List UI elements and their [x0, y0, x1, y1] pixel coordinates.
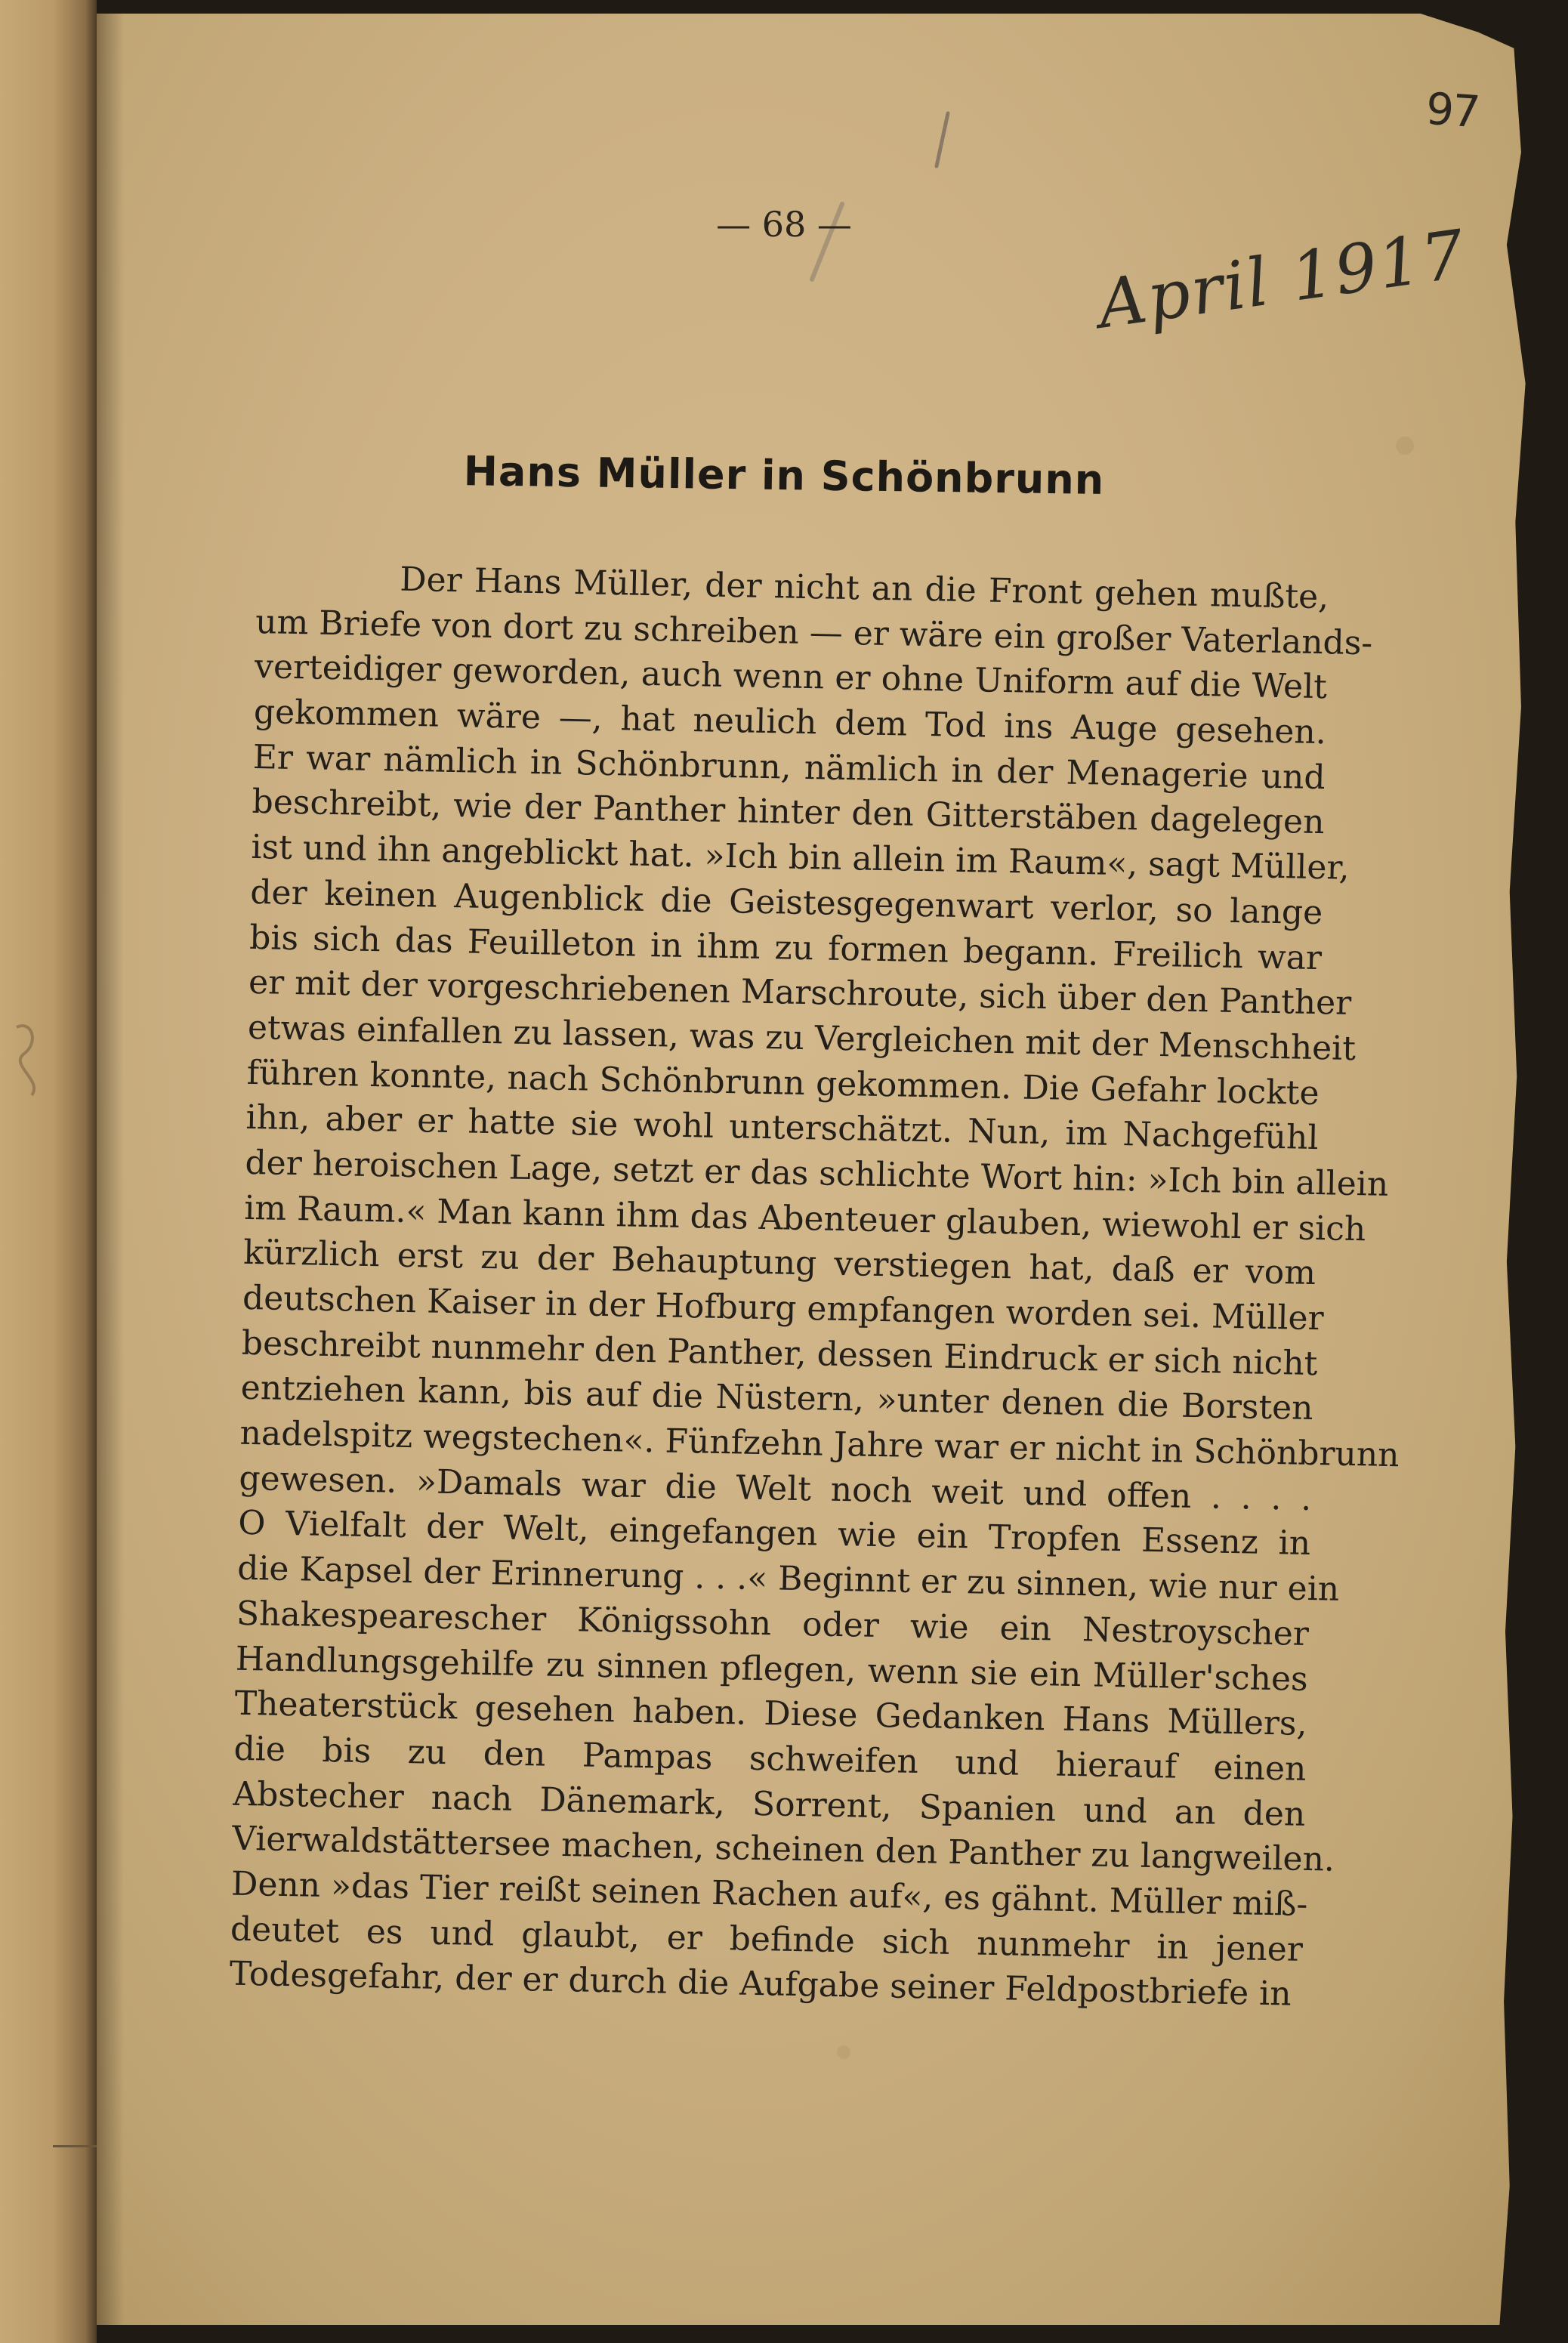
article-title: Hans Müller in Schönbrunn [463, 447, 1105, 504]
text-line: Er war nämlich in Schönbrunn, nämlich in der Menagerie und [252, 737, 1326, 797]
article-body [229, 554, 1400, 2017]
text-line: ist und ihn angeblickt hat. »Ich bin allein im Raum«, sagt Müller, [251, 828, 1350, 888]
handwritten-date: April 1917 [1093, 215, 1471, 344]
paper-stain [1396, 437, 1414, 455]
text-line: Abstecher nach Dänemark, Sorrent, Spanien und an den [233, 1774, 1306, 1834]
text-line: etwas einfallen zu lassen, was zu Vergleichen mit der Menschheit [247, 1008, 1357, 1068]
pencil-mark [797, 106, 963, 287]
text-line: beschreibt, wie der Panther hinter den Gitterstäben dagelegen [252, 783, 1325, 842]
page-number: — 68 — [716, 204, 852, 245]
text-line: um Briefe von dort zu schreiben — er wäre ein großer Vaterlands- [255, 602, 1373, 663]
text-line: Theaterstück gesehen haben. Diese Gedanken Hans Müllers, [234, 1684, 1308, 1744]
previous-page-edge [0, 0, 97, 2343]
text-line: beschreibt nunmehr den Panther, dessen Eindruck er sich nicht [241, 1323, 1318, 1383]
text-line: der keinen Augenblick die Geistesgegenwart verlor, so lange [249, 872, 1323, 932]
text-line: die Kapsel der Erinnerung . . .« Beginnt er zu sinnen, wie nur ein [236, 1548, 1340, 1609]
text-line: gewesen. »Damals war die Welt noch weit und offen . . . . [239, 1459, 1312, 1518]
text-line: er mit der vorgeschriebenen Marschroute, sich über den Panther [248, 963, 1352, 1023]
text-line: deutet es und glaubt, er befinde sich nunmehr in jener [230, 1909, 1304, 1969]
text-line: deutschen Kaiser in der Hofburg empfangen worden sei. Müller [242, 1278, 1325, 1338]
edge-rule [53, 2145, 97, 2147]
text-line: kürzlich erst zu der Behauptung verstiegen hat, daß er vom [242, 1233, 1316, 1293]
text-line: nadelspitz wegstechen«. Fünfzehn Jahre war er nicht in Schönbrunn [239, 1413, 1400, 1475]
text-line: der heroischen Lage, setzt er das schlichte Wort hin: »Ich bin allein [245, 1143, 1389, 1204]
text-line: Vierwaldstättersee machen, scheinen den Panther zu langweilen. [231, 1819, 1335, 1879]
text-line: entziehen kann, bis auf die Nüstern, »unter denen die Borsten [240, 1369, 1314, 1428]
text-line: ihn, aber er hatte sie wohl unterschätzt. Nun, im Nachgefühl [245, 1098, 1319, 1158]
text-line: führen konnte, nach Schönbrunn gekommen. Die Gefahr lockte [246, 1053, 1320, 1113]
text-line: gekommen wäre —, hat neulich dem Tod ins Auge gesehen. [253, 693, 1327, 752]
text-line: Shakespearescher Königssohn oder wie ein Nestroyscher [236, 1594, 1310, 1653]
text-line: Denn »das Tier reißt seinen Rachen auf«, es gähnt. Müller miß- [230, 1864, 1308, 1924]
text-line: Todesgefahr, der er durch die Aufgabe seiner Feldpostbriefe in [229, 1954, 1292, 2014]
text-line: im Raum.« Man kann ihm das Abenteuer glauben, wiewohl er sich [243, 1188, 1366, 1249]
text-line: die bis zu den Pampas schweifen und hierauf einen [233, 1729, 1307, 1789]
text-line: O Vielfalt der Welt, eingefangen wie ein Tropfen Essenz in [237, 1504, 1311, 1564]
text-line: Handlungsgehilfe zu sinnen pflegen, wenn sie ein Müller'sches [235, 1639, 1309, 1699]
text-line: Der Hans Müller, der nicht an die Front gehen mußte, [399, 560, 1329, 617]
spine-shadow [97, 14, 124, 2325]
text-line: verteidiger geworden, auch wenn er ohne Uniform auf die Welt [254, 647, 1328, 707]
margin-scribble [9, 1012, 54, 1103]
text-line: bis sich das Feuilleton in ihm zu formen begann. Freilich war [248, 918, 1323, 977]
folio-number: 97 [1424, 82, 1481, 138]
paper-stain [837, 2045, 850, 2059]
